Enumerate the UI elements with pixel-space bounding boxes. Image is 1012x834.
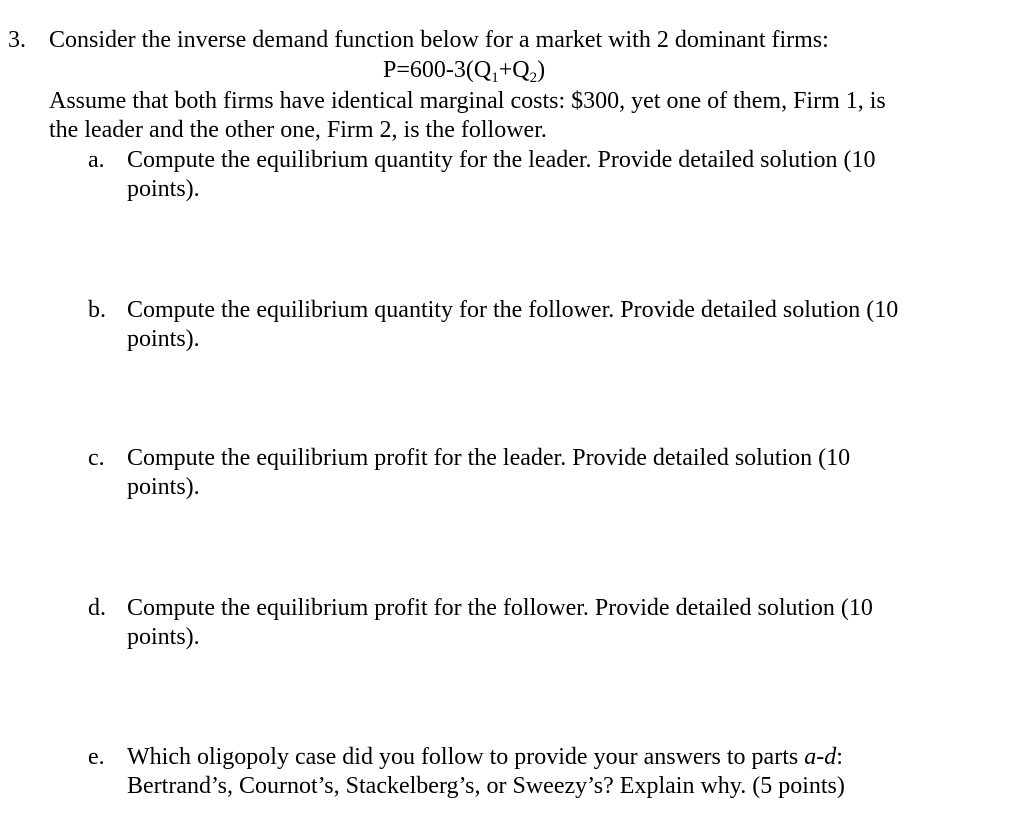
- formula-subscript-1: 1: [491, 70, 499, 86]
- formula-plus: +Q: [498, 57, 530, 83]
- formula-subscript-2: 2: [529, 70, 538, 86]
- part-line-1-italic: a-d: [804, 744, 837, 770]
- part-line-1: Compute the equilibrium profit for the leader. Provide detailed solution (10: [127, 445, 851, 471]
- part-line-2: points).: [127, 176, 200, 202]
- part-text: [127, 146, 987, 204]
- formula-prefix: P=600-3(Q: [383, 57, 492, 83]
- part-text: [127, 444, 987, 502]
- question-intro: Consider the inverse demand function below for a market with 2 dominant firms:: [49, 27, 829, 53]
- part-line-2: points).: [127, 624, 200, 650]
- part-line-2: points).: [127, 474, 200, 500]
- part-letter: c.: [88, 445, 105, 471]
- assumption-line-1: Assume that both firms have identical marginal costs: $300, yet one of them, Firm 1, is: [49, 88, 886, 114]
- question-number: 3.: [8, 27, 26, 53]
- part-line-1: Compute the equilibrium profit for the follower. Provide detailed solution (10: [127, 595, 873, 621]
- part-text: [127, 296, 987, 354]
- part-text: [127, 594, 987, 652]
- part-line-1-main: Which oligopoly case did you follow to provide your answers to parts: [127, 744, 805, 770]
- part-letter: d.: [88, 595, 106, 621]
- part-line-1: [127, 743, 987, 772]
- inverse-demand-formula: [383, 56, 545, 85]
- part-line-1: Compute the equilibrium quantity for the follower. Provide detailed solution (10: [127, 297, 899, 323]
- assumption-line-2: the leader and the other one, Firm 2, is the follower.: [49, 117, 547, 143]
- part-line-2: Bertrand’s, Cournot’s, Stackelberg’s, or Sweezy’s? Explain why. (5 points): [127, 773, 845, 799]
- part-line-1: Compute the equilibrium quantity for the leader. Provide detailed solution (10: [127, 147, 876, 173]
- part-letter: b.: [88, 297, 106, 323]
- part-letter: e.: [88, 744, 105, 770]
- formula-suffix: ): [537, 57, 546, 83]
- part-text: [127, 743, 987, 801]
- part-line-2: points).: [127, 326, 200, 352]
- part-letter: a.: [88, 147, 105, 173]
- part-line-1-end: :: [836, 744, 843, 770]
